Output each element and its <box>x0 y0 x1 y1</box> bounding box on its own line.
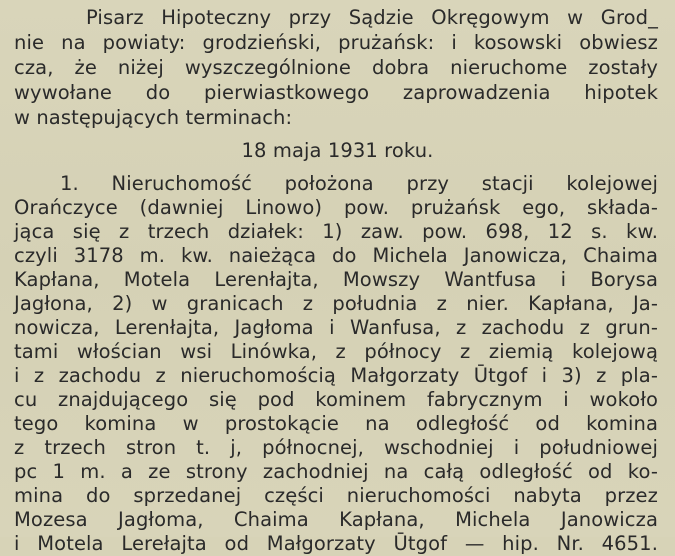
text-line: z trzech stron t. j, północnej, wschodniej i południowej <box>14 436 658 459</box>
text-line: tami włościan wsi Linówka, z północy z ziemią kolejową <box>14 340 658 363</box>
text-line: pc 1 m. a ze strony zachodniej na całą odległość od ko- <box>14 460 658 483</box>
text-line: Kapłana, Motela Lerenłajta, Mowszy Wantfusa i Borysa <box>14 268 658 291</box>
text-line: jąca się z trzech działek: 1) zaw. pow. 698, 12 s. kw. <box>14 220 658 243</box>
date-heading: 18 maja 1931 roku. <box>241 139 434 162</box>
text-line: w następujących terminach: <box>14 106 293 129</box>
text-line: cu znajdującego się pod kominem fabrycznym i wokoło <box>14 388 658 411</box>
text-line: mina do sprzedanej części nieruchomości nabyta przez <box>14 484 658 507</box>
text-line: czyli 3178 m. kw. naieżąca do Michela Janowicza, Chaima <box>14 244 658 267</box>
text-line: i z zachodu z nieruchomością Małgorzaty Ūtgof i 3) z pla- <box>14 364 658 387</box>
text-line: wywołane do pierwiastkowego zaprowadzenia hipotek <box>14 81 658 104</box>
text-line: Pisarz Hipoteczny przy Sądzie Okręgowym w Grod_ <box>86 6 658 29</box>
text-line: cza, że niżej wyszczególnione dobra nieruchome zostały <box>14 56 658 79</box>
text-line: Orańczyce (dawniej Linowo) pow. prużańsk ego, składa- <box>14 196 658 219</box>
text-line: 1. Nieruchomość położona przy stacji kolejowej <box>60 172 658 195</box>
text-line: Jagłona, 2) w granicach z południa z nier. Kapłana, Ja- <box>14 292 658 315</box>
text-line: i Motela Lerełajta od Małgorzaty Ūtgof — hip. Nr. 4651. <box>14 532 658 555</box>
text-line: nowicza, Lerenłajta, Jagłoma i Wanfusa, z zachodu z grun- <box>14 316 658 339</box>
text-line: nie na powiaty: grodzieński, prużańsk: i kosowski obwiesz <box>14 31 658 54</box>
text-line: tego komina w prostokącie na odległość od komina <box>14 412 658 435</box>
text-line: Mozesa Jagłoma, Chaima Kapłana, Michela Janowicza <box>14 508 658 531</box>
